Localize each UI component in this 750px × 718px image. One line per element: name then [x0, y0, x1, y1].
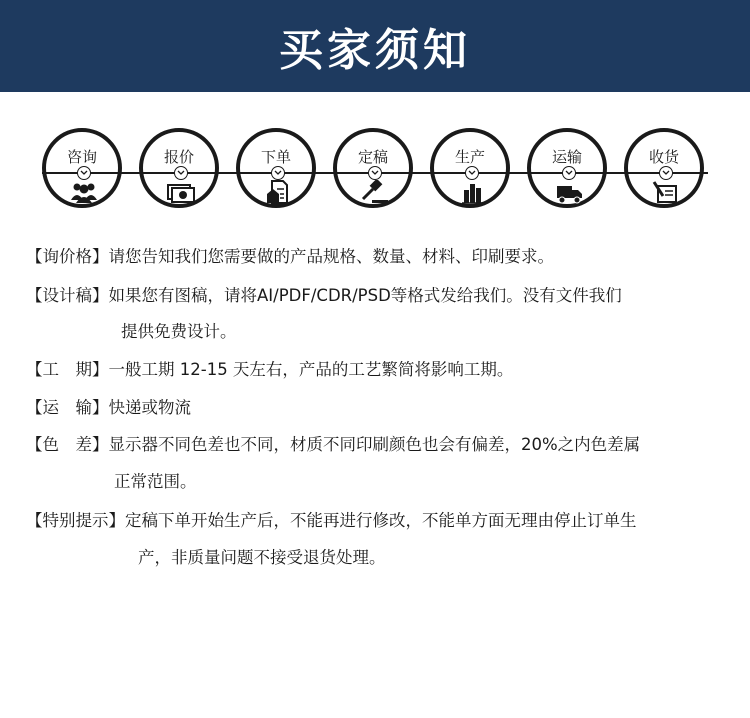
gavel-icon — [360, 180, 390, 204]
step-label: 运输 — [551, 148, 582, 166]
chevron-down-icon — [271, 166, 285, 180]
process-steps — [0, 128, 750, 218]
truck-icon — [554, 180, 584, 204]
step-production — [430, 128, 510, 208]
note-design — [26, 286, 622, 306]
order-document-icon — [263, 180, 293, 204]
step-order — [236, 128, 316, 208]
sign-receipt-icon — [651, 180, 681, 204]
chevron-down-icon — [465, 166, 479, 180]
chevron-down-icon — [77, 166, 91, 180]
note-tag: 【询价格】 — [26, 247, 109, 266]
note-tag: 【色 差】 — [26, 435, 109, 454]
note-tag: 【工 期】 — [26, 360, 109, 379]
note-text: 请您告知我们您需要做的产品规格、数量、材料、印刷要求。 — [108, 247, 554, 266]
step-label: 收货 — [648, 148, 679, 166]
step-label: 生产 — [454, 148, 485, 166]
header-banner — [0, 0, 750, 92]
note-text: 定稿下单开始生产后，不能再进行修改，不能单方面无理由停止订单生 — [125, 511, 637, 530]
note-shipping — [26, 398, 191, 418]
note-text: 显示器不同色差也不同，材质不同印刷颜色也会有偏差，20%之内色差属 — [108, 435, 641, 454]
step-label: 定稿 — [357, 148, 388, 166]
step-consult — [42, 128, 122, 208]
note-text-continued: 提供免费设计。 — [121, 322, 237, 341]
chevron-down-icon — [174, 166, 188, 180]
step-quote — [139, 128, 219, 208]
note-text: 一般工期 12-15 天左右，产品的工艺繁简将影响工期。 — [108, 360, 514, 379]
note-tag: 【运 输】 — [26, 398, 109, 417]
page-title: 买家须知 — [279, 25, 471, 76]
step-label: 咨询 — [66, 148, 97, 166]
step-finalize — [333, 128, 413, 208]
note-lead-time — [26, 360, 513, 380]
note-tag: 【特别提示】 — [26, 511, 125, 530]
note-text-continued: 产，非质量问题不接受退货处理。 — [138, 548, 386, 567]
note-text: 快递或物流 — [108, 398, 191, 417]
chevron-down-icon — [368, 166, 382, 180]
people-icon — [69, 180, 99, 204]
step-label: 报价 — [163, 148, 194, 166]
factory-icon — [457, 180, 487, 204]
step-receive — [624, 128, 704, 208]
step-label: 下单 — [260, 148, 291, 166]
chevron-down-icon — [562, 166, 576, 180]
money-icon — [166, 180, 196, 204]
note-tag: 【设计稿】 — [26, 286, 109, 305]
chevron-down-icon — [659, 166, 673, 180]
step-shipping — [527, 128, 607, 208]
note-inquiry — [26, 247, 554, 267]
note-color-difference — [26, 435, 640, 455]
note-text: 如果您有图稿，请将AI/PDF/CDR/PSD等格式发给我们。没有文件我们 — [108, 286, 622, 305]
note-special — [26, 511, 637, 531]
note-text-continued: 正常范围。 — [114, 472, 197, 491]
